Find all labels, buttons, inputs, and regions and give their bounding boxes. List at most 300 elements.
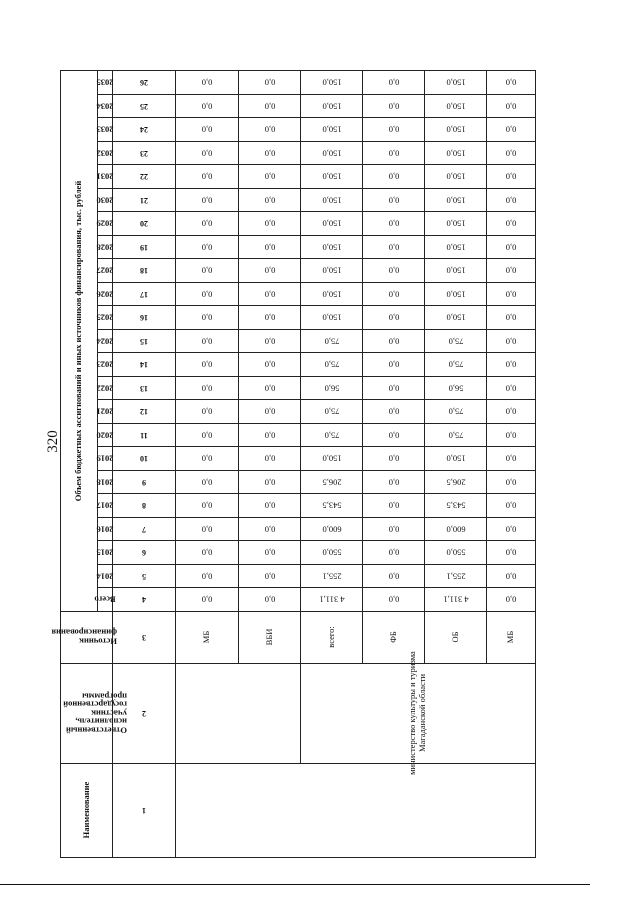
source-text: всего: [325, 626, 336, 648]
column-number-text: 25 [140, 101, 148, 111]
value-cell [363, 306, 425, 330]
value-cell [176, 71, 239, 95]
value-cell [363, 541, 425, 565]
period-label [98, 564, 113, 588]
value-cell [487, 259, 536, 283]
value-text: 0,0 [388, 547, 399, 558]
value-text: 0,0 [388, 430, 399, 440]
source-label [425, 611, 487, 663]
value-cell [487, 353, 536, 377]
value-text: 56,0 [324, 383, 339, 393]
period-text: 2017 [96, 500, 114, 511]
value-cell [425, 564, 487, 588]
value-cell [425, 494, 487, 518]
value-text: 0,0 [388, 359, 399, 370]
header-source [51, 611, 117, 663]
period-label [98, 282, 113, 306]
table-row [61, 259, 536, 283]
value-cell [363, 353, 425, 377]
value-cell [363, 447, 425, 471]
value-text: 0,0 [388, 101, 399, 111]
column-number-text: 10 [140, 454, 148, 464]
value-cell [487, 564, 536, 588]
period-label [98, 329, 113, 353]
value-cell [301, 329, 363, 353]
value-cell [239, 259, 301, 283]
value-text: 0,0 [388, 124, 399, 135]
value-cell [487, 423, 536, 447]
period-label [98, 141, 113, 165]
table-row [61, 329, 536, 353]
column-number-text: 13 [140, 383, 148, 393]
source-label [239, 611, 301, 663]
value-cell [301, 353, 363, 377]
value-text: 75,0 [448, 336, 463, 346]
value-cell [176, 306, 239, 330]
value-text: 0,0 [201, 289, 213, 299]
value-cell [301, 494, 363, 518]
value-text: 0,0 [264, 195, 275, 205]
value-cell [363, 165, 425, 189]
value-text: 0,0 [388, 524, 399, 534]
value-cell [176, 470, 239, 494]
value-text: 0,0 [201, 453, 213, 464]
column-number-text: 12 [140, 407, 148, 417]
value-text: 600,0 [445, 524, 466, 534]
column-number [113, 494, 176, 518]
value-text: 75,0 [324, 430, 339, 440]
value-cell [487, 94, 536, 118]
value-text: 150,0 [445, 148, 466, 158]
value-cell [487, 282, 536, 306]
value-cell [239, 306, 301, 330]
value-text: 0,0 [264, 500, 275, 511]
value-cell [487, 141, 536, 165]
value-text: 56,0 [448, 383, 463, 393]
value-text: 150,0 [445, 453, 466, 464]
value-cell [425, 447, 487, 471]
source-header-text: Источник финансирования [51, 628, 117, 647]
value-text: 0,0 [264, 406, 275, 417]
value-cell [301, 259, 363, 283]
value-cell [363, 494, 425, 518]
value-cell [176, 235, 239, 259]
executor-cell [301, 651, 536, 775]
value-cell [239, 541, 301, 565]
value-cell [301, 118, 363, 142]
value-text: 543,5 [445, 500, 466, 511]
value-cell [176, 541, 239, 565]
executor-blank [176, 663, 301, 763]
value-text: 0,0 [388, 453, 399, 464]
name-row [61, 763, 536, 857]
column-number [113, 94, 176, 118]
value-cell [487, 212, 536, 236]
column-number [113, 423, 176, 447]
value-text: 150,0 [445, 265, 466, 276]
value-cell [487, 376, 536, 400]
value-cell [176, 447, 239, 471]
period-label [98, 188, 113, 212]
value-text: 600,0 [321, 524, 342, 534]
value-text: 150,0 [321, 242, 342, 252]
name-cell [176, 763, 536, 857]
value-text: 0,0 [388, 265, 399, 276]
value-text: 0,0 [388, 336, 399, 346]
value-text: 0,0 [388, 500, 399, 511]
column-number-text: 8 [142, 501, 146, 511]
value-cell [363, 282, 425, 306]
value-cell [425, 141, 487, 165]
table-row [61, 71, 536, 95]
value-text: 0,0 [201, 571, 213, 581]
value-text: 0,0 [505, 571, 517, 581]
value-cell [301, 141, 363, 165]
value-text: 0,0 [505, 171, 517, 182]
table-row [61, 400, 536, 424]
value-cell [487, 165, 536, 189]
table-row [61, 447, 536, 471]
value-text: 150,0 [445, 312, 466, 323]
column-number-text: 7 [142, 524, 146, 534]
value-text: 0,0 [264, 124, 275, 135]
value-cell [239, 494, 301, 518]
period-text: 2033 [96, 124, 114, 135]
column-number [113, 763, 176, 857]
value-text: 75,0 [324, 406, 339, 417]
value-text: 0,0 [388, 171, 399, 182]
value-text: 0,0 [264, 547, 275, 558]
value-cell [301, 188, 363, 212]
value-text: 0,0 [201, 77, 213, 88]
value-cell [301, 235, 363, 259]
column-number [113, 165, 176, 189]
value-cell [239, 423, 301, 447]
value-text: 0,0 [388, 195, 399, 205]
value-cell [301, 423, 363, 447]
value-text: 4 311,1 [318, 594, 345, 605]
column-number [113, 188, 176, 212]
value-text: 150,0 [445, 242, 466, 252]
period-text: 2024 [96, 336, 114, 346]
value-cell [239, 353, 301, 377]
table-row [61, 188, 536, 212]
column-number [113, 470, 176, 494]
header-name [61, 763, 113, 857]
value-text: 150,0 [445, 195, 466, 205]
period-text: 2025 [96, 312, 114, 323]
value-cell [239, 517, 301, 541]
value-cell [176, 259, 239, 283]
value-text: 0,0 [201, 242, 213, 252]
value-text: 0,0 [505, 477, 517, 487]
value-text: 0,0 [264, 242, 275, 252]
table-row [61, 517, 536, 541]
value-text: 0,0 [201, 594, 213, 605]
value-cell [363, 94, 425, 118]
value-cell [176, 165, 239, 189]
value-cell [239, 94, 301, 118]
value-cell [487, 118, 536, 142]
value-cell [301, 306, 363, 330]
value-cell [176, 588, 239, 612]
value-text: 0,0 [388, 148, 399, 158]
value-cell [239, 470, 301, 494]
column-number [113, 376, 176, 400]
column-number-text: 14 [140, 360, 148, 370]
value-text: 0,0 [201, 171, 213, 182]
value-cell [176, 353, 239, 377]
table-row [61, 94, 536, 118]
value-text: 0,0 [505, 77, 517, 88]
value-cell [176, 423, 239, 447]
period-label [98, 423, 113, 447]
column-number [113, 212, 176, 236]
period-text: 2022 [96, 383, 114, 393]
value-text: 0,0 [201, 101, 213, 111]
value-text: 0,0 [201, 477, 213, 487]
value-text: 150,0 [445, 101, 466, 111]
column-number-text: 18 [140, 266, 148, 276]
value-text: 0,0 [505, 289, 517, 299]
value-cell [239, 165, 301, 189]
value-text: 150,0 [321, 195, 342, 205]
column-number-text: 15 [140, 336, 148, 346]
period-text: 2014 [96, 571, 114, 581]
value-cell [363, 212, 425, 236]
value-text: 0,0 [505, 101, 517, 111]
value-text: 150,0 [445, 171, 466, 182]
value-cell [425, 282, 487, 306]
value-cell [425, 588, 487, 612]
period-label [98, 517, 113, 541]
value-cell [363, 423, 425, 447]
value-cell [301, 94, 363, 118]
value-text: 255,1 [445, 571, 466, 581]
period-text: 2029 [96, 218, 114, 229]
column-number-text: 22 [140, 172, 148, 182]
value-text: 75,0 [448, 359, 463, 370]
table-row [61, 588, 536, 612]
value-cell [425, 212, 487, 236]
period-text: 2020 [96, 430, 114, 440]
value-cell [301, 541, 363, 565]
value-cell [176, 329, 239, 353]
value-cell [487, 235, 536, 259]
value-cell [239, 212, 301, 236]
value-cell [239, 564, 301, 588]
value-cell [363, 470, 425, 494]
value-cell [487, 447, 536, 471]
value-text: 0,0 [201, 265, 213, 276]
value-text: 0,0 [505, 359, 517, 370]
value-text: 0,0 [264, 453, 275, 464]
period-text: 2021 [96, 406, 114, 417]
value-cell [363, 118, 425, 142]
period-text: Всего [94, 594, 116, 605]
value-text: 0,0 [264, 594, 275, 605]
value-cell [301, 165, 363, 189]
value-text: 0,0 [388, 289, 399, 299]
value-text: 75,0 [448, 406, 463, 417]
column-number [113, 447, 176, 471]
period-label [98, 235, 113, 259]
value-text: 0,0 [388, 406, 399, 417]
period-label [98, 400, 113, 424]
value-text: 0,0 [201, 547, 213, 558]
value-cell [425, 188, 487, 212]
period-label [98, 165, 113, 189]
value-cell [425, 165, 487, 189]
source-label [487, 611, 536, 663]
value-cell [487, 71, 536, 95]
column-number [113, 329, 176, 353]
value-text: 0,0 [505, 336, 517, 346]
source-label [301, 611, 363, 663]
value-cell [425, 353, 487, 377]
value-text: 0,0 [505, 453, 517, 464]
value-cell [176, 400, 239, 424]
period-text: 2016 [96, 524, 114, 534]
value-cell [239, 447, 301, 471]
value-cell [239, 188, 301, 212]
column-number [113, 259, 176, 283]
volume-header-text: Объем бюджетных ассигнований и иных источников финансирования, тыс. рублей [73, 180, 84, 501]
value-cell [176, 376, 239, 400]
value-text: 0,0 [201, 195, 213, 205]
table-row [61, 235, 536, 259]
value-cell [239, 400, 301, 424]
value-text: 0,0 [201, 406, 213, 417]
value-text: 0,0 [388, 383, 399, 393]
column-number [113, 663, 176, 763]
value-cell [487, 541, 536, 565]
value-text: 0,0 [388, 477, 399, 487]
value-text: 0,0 [264, 383, 275, 393]
header-volume [61, 71, 98, 612]
value-cell [239, 235, 301, 259]
period-text: 2015 [96, 547, 114, 558]
value-cell [425, 470, 487, 494]
value-text: 0,0 [264, 430, 275, 440]
source-row [61, 611, 536, 663]
column-number-text: 19 [140, 242, 148, 252]
value-text: 150,0 [321, 265, 342, 276]
value-text: 75,0 [324, 336, 339, 346]
period-label [98, 259, 113, 283]
period-label [94, 588, 116, 612]
value-text: 150,0 [321, 171, 342, 182]
value-cell [301, 588, 363, 612]
value-text: 150,0 [321, 101, 342, 111]
value-text: 0,0 [264, 477, 275, 487]
period-label [98, 494, 113, 518]
executor-text: министерство культуры и туризма Магаданской области [407, 651, 427, 775]
value-text: 150,0 [445, 289, 466, 299]
value-cell [487, 306, 536, 330]
value-text: 0,0 [264, 359, 275, 370]
value-text: 206,5 [321, 477, 342, 487]
value-cell [363, 329, 425, 353]
table-row [61, 353, 536, 377]
value-text: 0,0 [505, 265, 517, 276]
value-cell [487, 400, 536, 424]
value-cell [487, 188, 536, 212]
value-cell [176, 118, 239, 142]
value-text: 0,0 [505, 148, 517, 158]
value-text: 75,0 [448, 430, 463, 440]
value-text: 75,0 [324, 359, 339, 370]
table-row [61, 541, 536, 565]
value-text: 0,0 [201, 383, 213, 393]
value-text: 0,0 [201, 524, 213, 534]
period-text: 2030 [96, 195, 114, 205]
period-text: 2026 [96, 289, 114, 299]
table-row [61, 306, 536, 330]
source-text: МБ [505, 630, 516, 644]
value-text: 150,0 [321, 218, 342, 229]
table-row [61, 282, 536, 306]
value-cell [301, 400, 363, 424]
period-text: 2028 [96, 242, 114, 252]
value-cell [239, 282, 301, 306]
period-text: 2019 [96, 453, 114, 464]
value-text: 255,1 [321, 571, 342, 581]
value-text: 0,0 [388, 242, 399, 252]
value-text: 150,0 [321, 312, 342, 323]
value-text: 0,0 [388, 571, 399, 581]
period-text: 2023 [96, 359, 114, 370]
executor-row [61, 663, 536, 763]
column-number-text: 11 [140, 430, 148, 440]
column-number [113, 517, 176, 541]
value-text: 0,0 [264, 148, 275, 158]
value-text: 0,0 [505, 594, 517, 605]
column-number-text: 16 [140, 313, 148, 323]
value-text: 150,0 [445, 77, 466, 88]
value-cell [425, 118, 487, 142]
value-text: 0,0 [505, 500, 517, 511]
value-text: 0,0 [201, 430, 213, 440]
value-text: 0,0 [388, 77, 399, 88]
value-cell [301, 564, 363, 588]
table-row [61, 212, 536, 236]
column-number-text: 9 [142, 477, 146, 487]
column-number [113, 141, 176, 165]
value-text: 0,0 [505, 383, 517, 393]
value-cell [487, 588, 536, 612]
value-cell [425, 71, 487, 95]
period-text: 2034 [96, 101, 114, 111]
source-text: МБ [201, 630, 212, 644]
column-number-text: 24 [140, 125, 148, 135]
column-number-text: 17 [140, 289, 148, 299]
column-number [113, 235, 176, 259]
value-cell [363, 376, 425, 400]
column-number [113, 282, 176, 306]
value-text: 0,0 [264, 571, 275, 581]
period-label [98, 306, 113, 330]
value-cell [301, 447, 363, 471]
column-number [113, 118, 176, 142]
value-text: 0,0 [264, 289, 275, 299]
value-cell [301, 282, 363, 306]
value-text: 0,0 [505, 195, 517, 205]
column-number-text: 2 [142, 709, 146, 718]
value-cell [363, 517, 425, 541]
value-text: 4 311,1 [442, 594, 469, 605]
value-cell [487, 517, 536, 541]
